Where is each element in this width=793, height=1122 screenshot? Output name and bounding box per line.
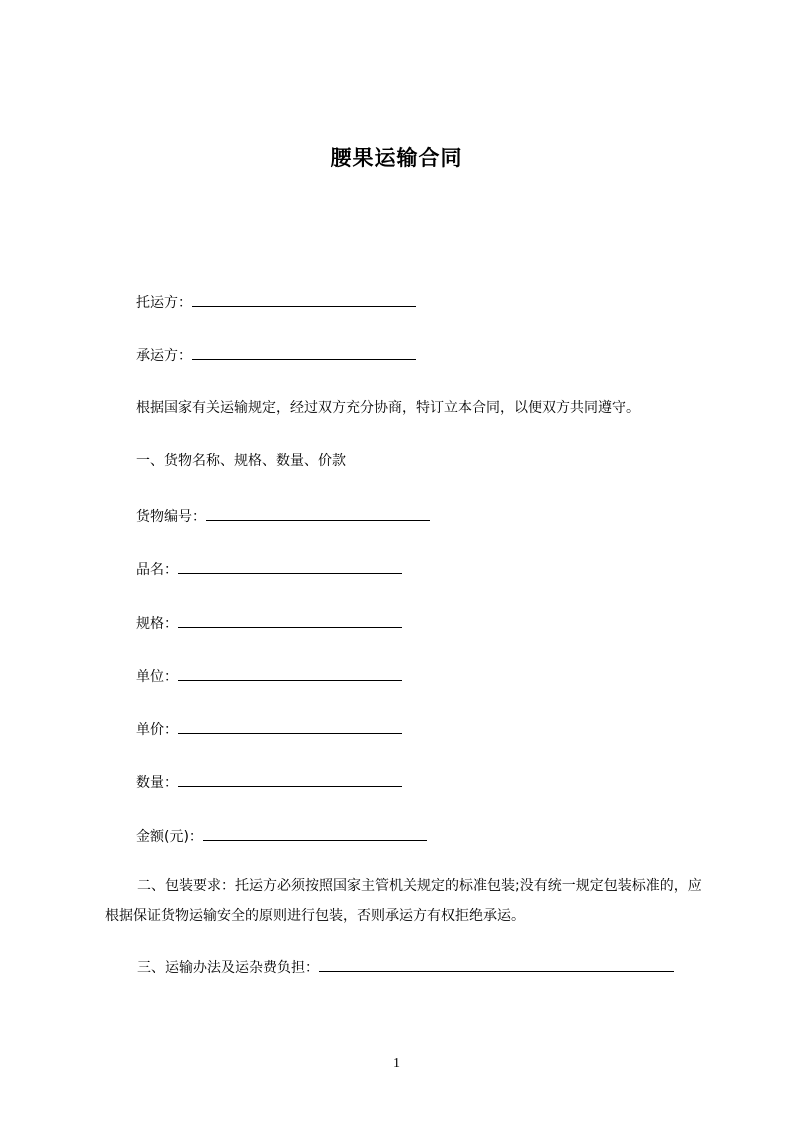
- spec-blank: [178, 612, 402, 628]
- quantity-line: [136, 771, 402, 793]
- shipper-line: [136, 291, 416, 313]
- unit-label: 单位：: [136, 669, 178, 685]
- page-number: 1: [393, 1056, 400, 1071]
- spec-label: 规格：: [136, 616, 178, 632]
- unit-blank: [178, 665, 402, 681]
- intro-paragraph: 根据国家有关运输规定，经过双方充分协商，特订立本合同，以便双方共同遵守。: [136, 400, 640, 416]
- amount-line: [136, 825, 427, 847]
- quantity-label: 数量：: [136, 775, 178, 791]
- unit-price-label: 单价：: [136, 722, 178, 738]
- section2-paragraph: 二、包装要求：托运方必须按照国家主管机关规定的标准包装;没有统一规定包装标准的，应根据保证货物运输安全的原则进行包装，否则承运方有权拒绝承运。: [105, 878, 702, 924]
- product-name-label: 品名：: [136, 562, 178, 578]
- shipper-label: 托运方：: [136, 295, 192, 311]
- amount-blank: [203, 825, 427, 841]
- section1-heading: 一、货物名称、规格、数量、价款: [136, 453, 346, 469]
- section3-label: 三、运输办法及运杂费负担：: [137, 960, 319, 976]
- goods-no-line: [136, 505, 430, 527]
- unit-price-line: [136, 718, 402, 740]
- shipper-blank: [192, 291, 416, 307]
- product-name-blank: [178, 558, 402, 574]
- amount-label: 金额(元)：: [136, 829, 203, 845]
- carrier-line: [136, 344, 416, 366]
- section3-paragraph: [105, 953, 715, 983]
- spec-line: [136, 612, 402, 634]
- section3-blank-continued: [646, 956, 668, 972]
- document-title: 腰果运输合同: [330, 146, 463, 170]
- goods-no-label: 货物编号：: [136, 509, 206, 525]
- goods-no-blank: [206, 505, 430, 521]
- carrier-blank: [192, 344, 416, 360]
- unit-price-blank: [178, 718, 402, 734]
- unit-line: [136, 665, 402, 687]
- section3-blank: [319, 956, 674, 972]
- carrier-label: 承运方：: [136, 348, 192, 364]
- product-name-line: [136, 558, 402, 580]
- quantity-blank: [178, 771, 402, 787]
